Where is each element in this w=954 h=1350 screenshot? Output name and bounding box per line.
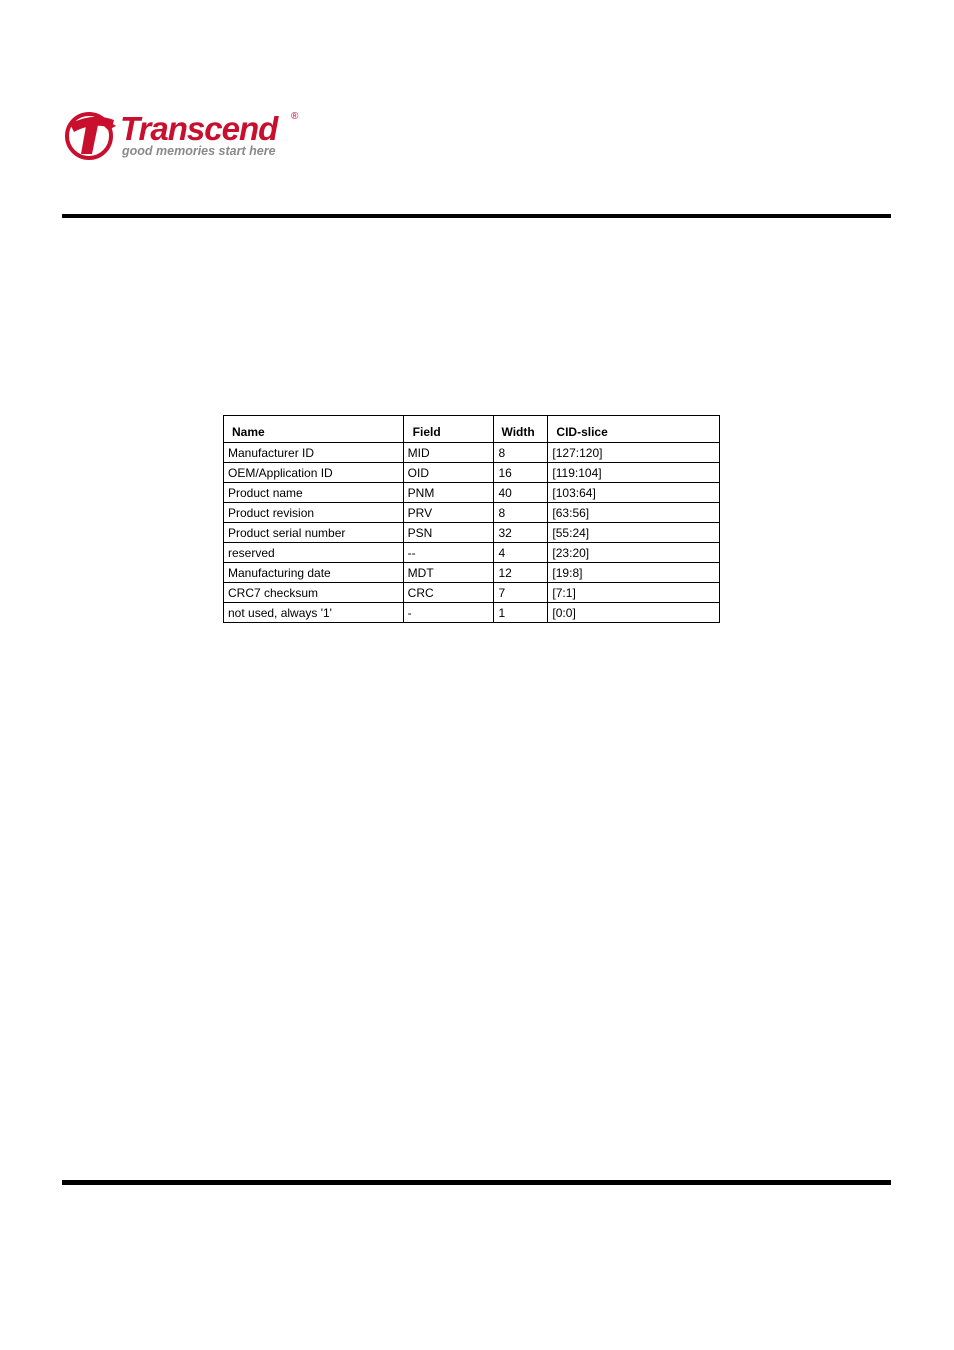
cell-name: OEM/Application ID	[224, 463, 404, 483]
cell-name: Product serial number	[224, 523, 404, 543]
brand-tagline: good memories start here	[122, 144, 276, 158]
cell-cid-slice: [127:120]	[548, 443, 720, 463]
cell-width: 1	[494, 603, 548, 623]
column-header-field: Field	[403, 416, 494, 443]
header-divider	[62, 214, 891, 218]
cell-name: Manufacturing date	[224, 563, 404, 583]
cell-field: PRV	[403, 503, 494, 523]
footer-divider	[62, 1180, 891, 1185]
cell-field: PNM	[403, 483, 494, 503]
transcend-logo	[64, 110, 314, 162]
brand-name: Transcend	[120, 110, 278, 147]
cell-name: Manufacturer ID	[224, 443, 404, 463]
cell-width: 32	[494, 523, 548, 543]
cell-cid-slice: [0:0]	[548, 603, 720, 623]
table-row	[224, 483, 720, 503]
cell-width: 4	[494, 543, 548, 563]
column-header-cid-slice: CID-slice	[548, 416, 720, 443]
table-row	[224, 503, 720, 523]
cell-field: OID	[403, 463, 494, 483]
cell-width: 40	[494, 483, 548, 503]
cell-field: -	[403, 603, 494, 623]
cell-cid-slice: [19:8]	[548, 563, 720, 583]
transcend-t-emblem-icon	[64, 110, 118, 162]
table-header-row	[224, 416, 720, 443]
cell-name: Product revision	[224, 503, 404, 523]
cell-cid-slice: [55:24]	[548, 523, 720, 543]
table-row	[224, 543, 720, 563]
cell-name: CRC7 checksum	[224, 583, 404, 603]
cell-cid-slice: [7:1]	[548, 583, 720, 603]
cell-width: 7	[494, 583, 548, 603]
table-row	[224, 463, 720, 483]
cell-field: PSN	[403, 523, 494, 543]
cell-width: 12	[494, 563, 548, 583]
table-row	[224, 523, 720, 543]
cell-field: MDT	[403, 563, 494, 583]
cell-width: 16	[494, 463, 548, 483]
cid-register-table	[223, 415, 720, 623]
cell-cid-slice: [63:56]	[548, 503, 720, 523]
cell-name: reserved	[224, 543, 404, 563]
registered-mark: ®	[291, 111, 299, 122]
cell-field: MID	[403, 443, 494, 463]
cell-field: --	[403, 543, 494, 563]
cell-field: CRC	[403, 583, 494, 603]
cell-cid-slice: [103:64]	[548, 483, 720, 503]
table-row	[224, 603, 720, 623]
column-header-name: Name	[224, 416, 404, 443]
column-header-width: Width	[494, 416, 548, 443]
cell-name: Product name	[224, 483, 404, 503]
table-row	[224, 583, 720, 603]
cell-cid-slice: [119:104]	[548, 463, 720, 483]
cell-name: not used, always '1'	[224, 603, 404, 623]
table-row	[224, 563, 720, 583]
table-row	[224, 443, 720, 463]
cell-width: 8	[494, 443, 548, 463]
cell-cid-slice: [23:20]	[548, 543, 720, 563]
cell-width: 8	[494, 503, 548, 523]
